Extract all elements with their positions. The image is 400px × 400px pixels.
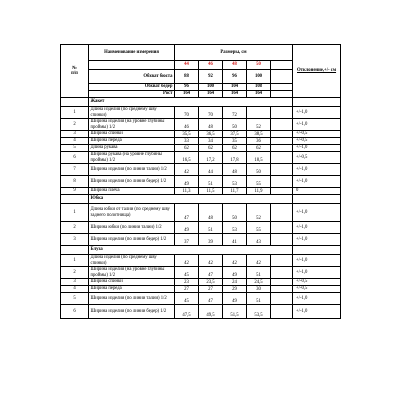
measurement-value: 37,5 — [223, 131, 247, 138]
sizes-label-cell — [89, 61, 175, 70]
extra-size-cell — [271, 176, 293, 188]
table-row — [61, 222, 341, 234]
measurement-name: Длина юбки от талии (по среднему шву заднего полотнища) — [89, 204, 175, 222]
bust-value: 100 — [247, 70, 271, 84]
measurement-name: Ширина изделия (на уровне глубины проймы) 1/2 — [89, 119, 175, 131]
measurement-value: 53 — [223, 222, 247, 234]
tolerance-value: +/-1,0 — [293, 234, 341, 246]
measurement-value: 39 — [199, 234, 223, 246]
measurement-value: 24,5 — [247, 279, 271, 286]
size-empty — [271, 61, 293, 70]
tolerance-value: +/-0,5 — [293, 279, 341, 286]
tolerance-value: +/-0,5 — [293, 286, 341, 293]
row-number: 4 — [61, 286, 89, 293]
section-title: Юбка — [89, 195, 293, 204]
measurement-value: 51 — [199, 176, 223, 188]
measurement-value: 34 — [199, 138, 223, 145]
section-number-cell — [61, 98, 89, 107]
tolerance-value: +/-1,0 — [293, 204, 341, 222]
table-row — [61, 107, 341, 119]
measurement-value: 11,9 — [247, 188, 271, 195]
measurement-value: 55 — [247, 222, 271, 234]
measurement-value: 49 — [175, 222, 199, 234]
measurement-value: 70 — [199, 107, 223, 119]
section-tolerance-cell — [293, 98, 341, 107]
row-number: 1 — [61, 255, 89, 267]
measurement-value: 55 — [247, 176, 271, 188]
measurement-value: 41 — [223, 234, 247, 246]
row-number: 3 — [61, 131, 89, 138]
bust-value: 96 — [223, 70, 247, 84]
table-row — [61, 119, 341, 131]
row-number: 3 — [61, 234, 89, 246]
extra-size-cell — [271, 279, 293, 286]
extra-size-cell — [271, 119, 293, 131]
header-tolerance-cell: Отклонение,+/- см — [293, 45, 341, 98]
measurement-name: Ширина переда — [89, 138, 175, 145]
extra-size-cell — [271, 164, 293, 176]
section-header-row — [61, 195, 341, 204]
measurement-value: 50 — [223, 119, 247, 131]
extra-size-cell — [271, 145, 293, 152]
bust-label: Обхват бюста — [89, 70, 175, 84]
measurement-value: 11,7 — [223, 188, 247, 195]
section-number-cell — [61, 246, 89, 255]
measurement-name: Ширина изделия (по линии бедер) 1/2 — [89, 176, 175, 188]
measurement-value: 43 — [247, 234, 271, 246]
section-tolerance-cell — [293, 195, 341, 204]
measurement-value: 24 — [223, 279, 247, 286]
size-table — [60, 44, 341, 319]
tolerance-value: +/-1,0 — [293, 176, 341, 188]
extra-size-cell — [271, 255, 293, 267]
measurement-value: 23 — [175, 279, 199, 286]
measurement-value: 35 — [223, 138, 247, 145]
measurement-value: 42 — [175, 164, 199, 176]
hips-value: 108 — [247, 84, 271, 91]
height-value: 164 — [175, 91, 199, 98]
table-row — [61, 267, 341, 279]
measurement-name: Длина рукава — [89, 145, 175, 152]
extra-size-cell — [271, 222, 293, 234]
table-body — [61, 45, 341, 319]
measurement-value: 47 — [199, 293, 223, 305]
table-row — [61, 188, 341, 195]
measurement-value: 30 — [247, 286, 271, 293]
section-header-row — [61, 246, 341, 255]
row-number: 5 — [61, 293, 89, 305]
measurement-value: 70 — [175, 107, 199, 119]
tolerance-value: +/-1,0 — [293, 305, 341, 319]
row-number: 3 — [61, 279, 89, 286]
measurement-value: 36,5 — [199, 131, 223, 138]
extra-size-cell — [271, 131, 293, 138]
measurement-value: 49 — [175, 176, 199, 188]
table-row — [61, 145, 341, 152]
measurement-value: 46 — [175, 119, 199, 131]
size-48: 48 — [223, 61, 247, 70]
header-sizes-cell: Размеры, см — [175, 45, 293, 61]
measurement-value: 47 — [175, 204, 199, 222]
extra-size-cell — [271, 138, 293, 145]
row-number: 5 — [61, 145, 89, 152]
tolerance-value: 0 — [293, 188, 341, 195]
table-row — [61, 152, 341, 164]
measurement-name: Ширина спинки — [89, 279, 175, 286]
measurement-value: 44 — [199, 164, 223, 176]
measurement-value: 53,5 — [247, 305, 271, 319]
measurement-value: 29 — [223, 286, 247, 293]
measurement-value: 48 — [199, 119, 223, 131]
measurement-value: 42 — [247, 255, 271, 267]
measurement-name: Ширина изделия (по линии талии) 1/2 — [89, 293, 175, 305]
size-44: 44 — [175, 61, 199, 70]
extra-size-cell — [271, 107, 293, 119]
hips-value: 100 — [199, 84, 223, 91]
measurement-name: Длина изделия (по среднему шву спинки) — [89, 255, 175, 267]
table-row — [61, 255, 341, 267]
measurement-value: 49 — [223, 267, 247, 279]
measurement-value: 62 — [199, 145, 223, 152]
table-row — [61, 279, 341, 286]
tolerance-value: +/-0,5 — [293, 152, 341, 164]
hips-value: 96 — [175, 84, 199, 91]
bust-value: 92 — [199, 70, 223, 84]
measurement-value: 50 — [247, 164, 271, 176]
table-row — [61, 305, 341, 319]
table-row — [61, 204, 341, 222]
row-number: 4 — [61, 138, 89, 145]
tolerance-value: +/-1,0 — [293, 119, 341, 131]
tolerance-value: +/-1,0 — [293, 255, 341, 267]
tolerance-value: +/-1,0 — [293, 145, 341, 152]
extra-size-cell — [271, 305, 293, 319]
hips-value: 104 — [223, 84, 247, 91]
measurement-value: 51,5 — [223, 305, 247, 319]
extra-size-cell — [271, 286, 293, 293]
measurement-value: 62 — [247, 145, 271, 152]
bust-empty — [271, 70, 293, 84]
measurement-value: 11,5 — [199, 188, 223, 195]
row-number: 6 — [61, 152, 89, 164]
size-46: 46 — [199, 61, 223, 70]
row-number: 9 — [61, 188, 89, 195]
measurement-value: 11,3 — [175, 188, 199, 195]
measurement-value: 49,5 — [199, 305, 223, 319]
extra-size-cell — [271, 152, 293, 164]
measurement-value: 35,5 — [175, 131, 199, 138]
row-number: 2 — [61, 222, 89, 234]
table-row — [61, 176, 341, 188]
measurement-value: 48 — [223, 164, 247, 176]
tolerance-value: +/-1,0 — [293, 293, 341, 305]
measurement-name: Ширина изделия (по линии бедер) 1/2 — [89, 305, 175, 319]
height-value: 164 — [247, 91, 271, 98]
measurement-value: 45 — [175, 267, 199, 279]
section-title: Жакет — [89, 98, 293, 107]
table-row — [61, 138, 341, 145]
header-measurement-cell: Наименование измерения — [89, 45, 175, 61]
measurement-value: 27 — [199, 286, 223, 293]
measurement-value: 27 — [175, 286, 199, 293]
tolerance-value: +/-1,0 — [293, 222, 341, 234]
hips-label: Обхват бедер — [89, 84, 175, 91]
measurement-name: Ширина рукава (на уровне глубины проймы) 1/2 — [89, 152, 175, 164]
extra-size-cell — [271, 204, 293, 222]
table-row — [61, 234, 341, 246]
measurement-value: 47 — [199, 267, 223, 279]
measurement-value: 37 — [175, 234, 199, 246]
table-row — [61, 286, 341, 293]
height-label: Рост — [89, 91, 175, 98]
measurement-value: 48 — [199, 204, 223, 222]
measurement-name: Ширина спинки — [89, 131, 175, 138]
tolerance-value: +/-1,0 — [293, 107, 341, 119]
measurement-name: Длина изделия (по среднему шву спинки) — [89, 107, 175, 119]
table-header-row — [61, 45, 341, 61]
header-number-cell: № п/п — [61, 45, 89, 98]
table-row — [61, 131, 341, 138]
measurement-value: 51 — [247, 267, 271, 279]
measurement-value: 42 — [223, 255, 247, 267]
measurement-value: 38,5 — [247, 131, 271, 138]
measurement-value: 45 — [175, 293, 199, 305]
measurement-value: 18,5 — [247, 152, 271, 164]
section-number-cell — [61, 195, 89, 204]
size-50: 50 — [247, 61, 271, 70]
measurement-value — [247, 107, 271, 119]
extra-size-cell — [271, 188, 293, 195]
row-number: 7 — [61, 164, 89, 176]
tolerance-value: +/-1,0 — [293, 164, 341, 176]
measurement-name: Ширина изделия (на уровне глубины проймы) 1/2 — [89, 267, 175, 279]
table-row — [61, 164, 341, 176]
hips-empty — [271, 84, 293, 91]
measurement-name: Ширина переда — [89, 286, 175, 293]
tolerance-value: +/-1,0 — [293, 267, 341, 279]
tolerance-value: +/-0,5 — [293, 138, 341, 145]
measurement-value: 42 — [175, 255, 199, 267]
measurement-value: 72 — [223, 107, 247, 119]
measurement-value: 33 — [175, 138, 199, 145]
height-value: 164 — [223, 91, 247, 98]
section-title: Блуза — [89, 246, 293, 255]
measurement-name: Ширина плеча — [89, 188, 175, 195]
extra-size-cell — [271, 234, 293, 246]
measurement-value: 17,2 — [199, 152, 223, 164]
table-row — [61, 293, 341, 305]
row-number: 1 — [61, 107, 89, 119]
row-number: 2 — [61, 119, 89, 131]
measurement-value: 42 — [199, 255, 223, 267]
extra-size-cell — [271, 267, 293, 279]
row-number: 2 — [61, 267, 89, 279]
section-header-row — [61, 98, 341, 107]
measurement-value: 50 — [223, 204, 247, 222]
measurement-value: 36 — [247, 138, 271, 145]
extra-size-cell — [271, 293, 293, 305]
row-number: 8 — [61, 176, 89, 188]
measurement-value: 52 — [247, 119, 271, 131]
bust-value: 88 — [175, 70, 199, 84]
measurement-value: 23,5 — [199, 279, 223, 286]
tolerance-value: +/-0,5 — [293, 131, 341, 138]
measurement-name: Ширина изделия (по линии бедер) 1/2 — [89, 234, 175, 246]
measurement-value: 62 — [175, 145, 199, 152]
measurement-value: 52 — [247, 204, 271, 222]
measurement-value: 53 — [223, 176, 247, 188]
measurement-name: Ширина изделия (по линии талии) 1/2 — [89, 164, 175, 176]
row-number: 6 — [61, 305, 89, 319]
measurement-value: 62 — [223, 145, 247, 152]
row-number: 1 — [61, 204, 89, 222]
size-chart-document — [60, 44, 340, 319]
measurement-value: 47,5 — [175, 305, 199, 319]
measurement-value: 51 — [199, 222, 223, 234]
measurement-value: 51 — [247, 293, 271, 305]
measurement-value: 49 — [223, 293, 247, 305]
measurement-value: 16,5 — [175, 152, 199, 164]
height-value: 164 — [199, 91, 223, 98]
measurement-name: Ширина юбки (по линии талии) 1/2 — [89, 222, 175, 234]
measurement-value: 17,8 — [223, 152, 247, 164]
section-tolerance-cell — [293, 246, 341, 255]
height-empty — [271, 91, 293, 98]
